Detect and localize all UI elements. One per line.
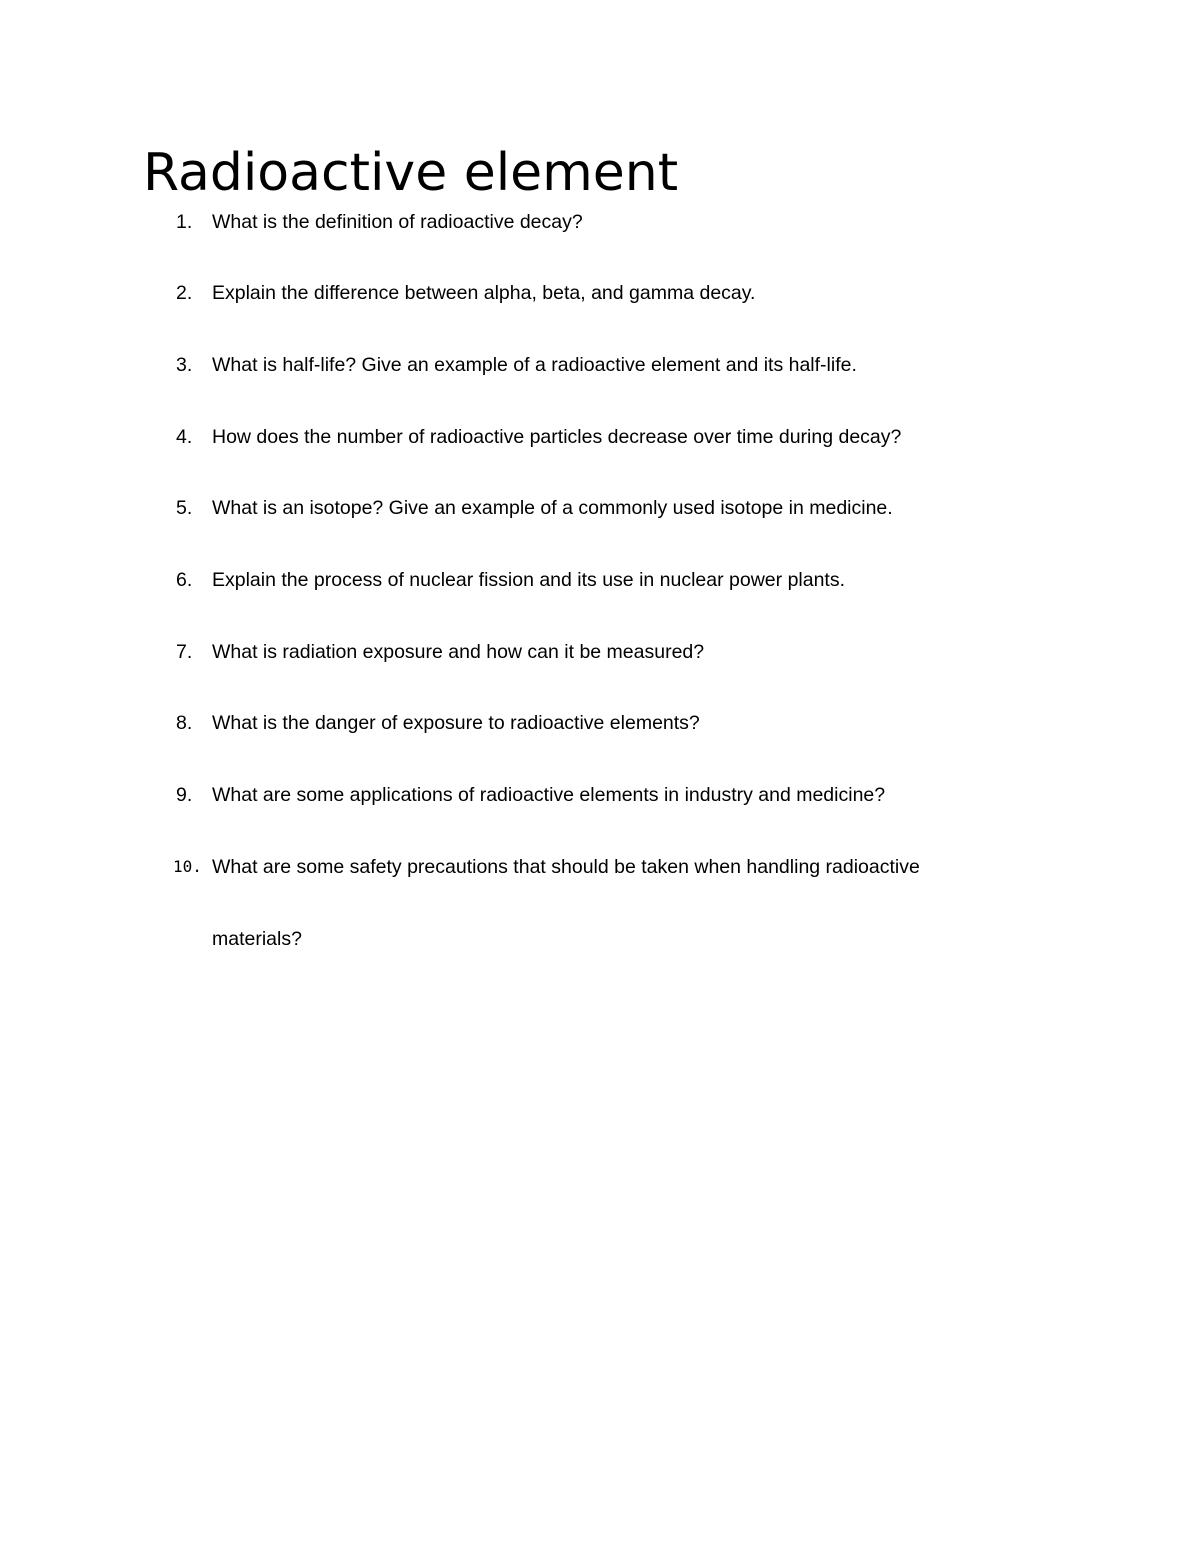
list-item (0, 202, 1200, 242)
question-number: 7. (176, 641, 193, 663)
question-text: Explain the process of nuclear fission and its use in nuclear power plants. (212, 569, 846, 591)
question-number: 2. (176, 282, 193, 304)
list-item (0, 632, 1200, 672)
question-number: 10. (173, 857, 202, 876)
list-item (0, 703, 1200, 743)
question-number: 5. (176, 497, 193, 519)
list-item (0, 847, 1200, 950)
question-text: What is the definition of radioactive decay? (212, 211, 583, 233)
question-number: 6. (176, 569, 193, 591)
question-text: What are some applications of radioactive elements in industry and medicine? (212, 784, 886, 806)
question-text: What is the danger of exposure to radioactive elements? (212, 712, 700, 734)
list-item (0, 560, 1200, 600)
question-text: How does the number of radioactive particles decrease over time during decay? (212, 426, 902, 448)
question-number: 9. (176, 784, 193, 806)
list-item (0, 417, 1200, 457)
list-item (0, 273, 1200, 313)
question-number: 4. (176, 426, 193, 448)
question-text: What are some safety precautions that should be taken when handling radioactive (212, 856, 920, 878)
question-number: 3. (176, 354, 193, 376)
question-text: What is radiation exposure and how can it be measured? (212, 641, 705, 663)
list-item (0, 488, 1200, 528)
list-item (0, 775, 1200, 815)
question-text: What is an isotope? Give an example of a commonly used isotope in medicine. (212, 497, 893, 519)
question-text: What is half-life? Give an example of a radioactive element and its half-life. (212, 354, 857, 376)
question-text: Explain the difference between alpha, beta, and gamma decay. (212, 282, 756, 304)
question-number: 1. (176, 211, 193, 233)
page-title: Radioactive element (143, 143, 679, 203)
list-item (0, 345, 1200, 385)
question-text-continuation: materials? (212, 928, 302, 950)
question-number: 8. (176, 712, 193, 734)
